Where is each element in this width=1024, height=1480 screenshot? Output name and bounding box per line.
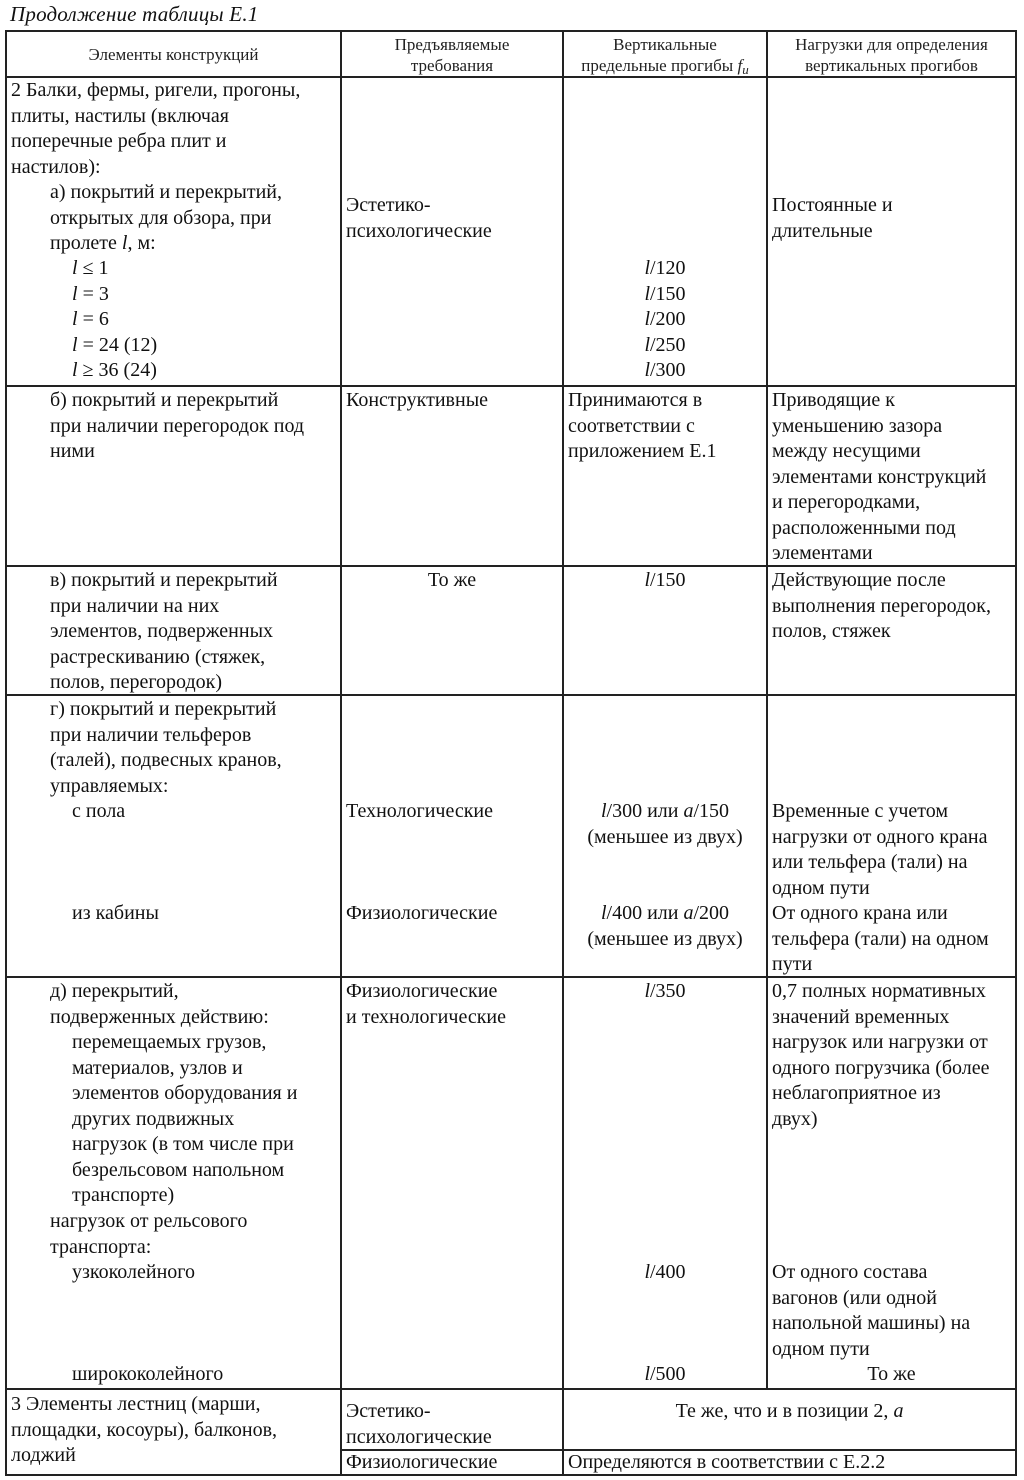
row2g-cabin-label: из кабины: [72, 902, 159, 924]
row2d-req-line: и технологические: [346, 1005, 506, 1028]
row2v-load: [772, 568, 991, 645]
row2-title-line: 2 Балки, фермы, ригели, прогоны,: [11, 79, 301, 101]
limit-symbol: l: [644, 980, 650, 1002]
span-symbol: l: [72, 257, 78, 279]
row3-req-line: Эстетико-: [346, 1400, 431, 1422]
limit-number: /500: [650, 1363, 686, 1385]
row2d-load-line: неблагоприятное из: [772, 1082, 941, 1104]
row2g-cabin-load: [772, 901, 989, 978]
row2g-line: (талей), подвесных кранов,: [50, 749, 282, 771]
limit-value: [564, 333, 766, 359]
header-limits-line2: [564, 55, 766, 80]
row3-merged-2: Определяются в соответствии с Е.2.2: [568, 1451, 886, 1473]
row2g-cabin-load-line: пути: [772, 953, 813, 975]
limit-value: [564, 799, 766, 825]
limit-symbol: l: [644, 257, 650, 279]
row2b-load-line: и перегородками,: [772, 491, 921, 513]
span-cond: = 6: [77, 308, 109, 330]
row2d-load-line: одного погрузчика (более: [772, 1056, 990, 1079]
row2-title: [11, 78, 300, 180]
row2a-line: [50, 231, 282, 257]
row2v-requirement: То же: [427, 569, 477, 591]
row2v-line: полов, перегородок): [50, 671, 223, 693]
span-cond: = 3: [77, 282, 109, 305]
row2d-wide-label: ширококолейного: [72, 1363, 224, 1385]
row2b-limit: [568, 388, 716, 465]
row2d-limit: [564, 979, 766, 1005]
row2d-req-line: Физиологические: [346, 980, 498, 1002]
row2d-sub-text: [72, 1030, 297, 1209]
row2d-sub-line: материалов, узлов и: [72, 1056, 243, 1079]
row2d-rail-line: транспорта:: [50, 1235, 152, 1258]
row2d-requirement: [346, 979, 506, 1030]
row3-req-line: психологические: [346, 1425, 492, 1448]
row2d-text: [50, 979, 269, 1030]
row2d-load-line: нагрузок или нагрузки от: [772, 1031, 988, 1053]
row2d-narrow-label: узкоколейного: [72, 1261, 196, 1283]
row2a-req-line: Эстетико-: [346, 194, 431, 216]
row2a-load-line: длительные: [772, 219, 873, 242]
limit-symbol: a: [683, 902, 694, 924]
span-cond: ≤ 1: [77, 257, 109, 279]
limit-value: [564, 901, 766, 927]
span-cond: ≥ 36 (24): [77, 359, 157, 381]
header-limits-text: предельные прогибы: [581, 56, 734, 75]
row3-merged-1: [564, 1399, 1015, 1425]
row2g-floor-label: с пола: [72, 800, 126, 822]
row2v-load-line: полов, стяжек: [772, 620, 891, 642]
row2v-line: элементов, подверженных: [50, 620, 274, 642]
row2a-span-label: пролете: [50, 232, 117, 254]
row3-merged-text: Те же, что и в позиции 2,: [675, 1400, 894, 1422]
limit-symbol: l: [600, 800, 607, 822]
row2d-wide-load: То же: [867, 1363, 916, 1385]
row2g-line: г) покрытий и перекрытий: [50, 698, 277, 720]
row2-title-line: настилов):: [11, 155, 101, 178]
row2d-load: [772, 979, 990, 1132]
row2d-sub-line: нагрузок (в том числе при: [72, 1133, 294, 1155]
row2d-line: д) перекрытий,: [50, 980, 179, 1002]
row2b-limit-line: приложением Е.1: [568, 440, 717, 462]
limit-symbol: l: [644, 282, 650, 305]
row2b-load-line: элементами конструкций: [772, 465, 987, 488]
row-divider-a: [7, 385, 1015, 387]
header-requirements: [342, 34, 562, 76]
limit-symbol: l: [644, 308, 650, 330]
span-row: [72, 256, 157, 282]
row3-text: [11, 1392, 277, 1469]
limit-symbol: a: [683, 800, 694, 822]
row2v-line: растрескиванию (стяжек,: [50, 645, 266, 668]
span-symbol: l: [72, 333, 78, 356]
limit-number: /150: [650, 282, 686, 305]
limit-number: /150: [650, 569, 686, 591]
row3-line: 3 Элементы лестниц (марши,: [11, 1393, 261, 1415]
row2g-floor-requirement: Технологические: [346, 800, 494, 822]
header-limits-subscript: u: [742, 62, 749, 77]
limit-number: /400 или: [606, 902, 684, 924]
limit-value: [564, 282, 766, 308]
header-limits: [564, 34, 766, 80]
row2g-cabin-load-line: От одного крана или: [772, 902, 948, 924]
span-cond: = 24 (12): [77, 333, 158, 356]
limit-symbol: l: [600, 902, 607, 924]
header-limits-line1: Вертикальные: [613, 35, 717, 54]
limit-value: [564, 307, 766, 333]
limit-symbol: l: [644, 1363, 650, 1385]
limit-number: /120: [650, 257, 686, 279]
row2g-line: при наличии тельферов: [50, 723, 252, 746]
row2g-line: управляемых:: [50, 774, 169, 797]
limit-note: (меньшее из двух): [587, 927, 743, 950]
header-requirements-line2: требования: [410, 56, 494, 75]
header-elements: Элементы конструкций: [88, 45, 259, 64]
header-loads-line2: вертикальных прогибов: [805, 56, 978, 75]
row2v-limit: [564, 568, 766, 594]
row2a-span-unit: , м:: [127, 232, 156, 254]
row3-line: площадки, косоуры), балконов,: [11, 1418, 278, 1441]
row2g-cabin-load-line: тельфера (тали) на одном: [772, 927, 989, 950]
row2d-line: подверженных действию:: [50, 1005, 269, 1028]
row2a-line: открытых для обзора, при: [50, 206, 272, 229]
row2a-load-line: Постоянные и: [772, 194, 893, 216]
row2d-narrow-load: [772, 1260, 970, 1362]
row2g-floor-limit: [564, 799, 766, 850]
row2a-spans: [72, 256, 157, 384]
span-symbol: l: [72, 308, 78, 330]
row2g-floor-load-line: или тельфера (тали) на: [772, 851, 968, 873]
row2d-wide-limit: [564, 1362, 766, 1388]
row2b-load-line: уменьшению зазора: [772, 414, 943, 437]
row2d-rail-line: нагрузок от рельсового: [50, 1210, 248, 1232]
row2d-narrow-load-line: От одного состава: [772, 1261, 928, 1283]
limit-note: (меньшее из двух): [587, 825, 743, 848]
row2v-load-line: Действующие после: [772, 569, 946, 591]
deflection-table: [5, 30, 1017, 1476]
row2d-load-line: 0,7 полных нормативных: [772, 980, 986, 1002]
row2d-load-line: значений временных: [772, 1005, 950, 1028]
row2g-floor-load-line: нагрузки от одного крана: [772, 825, 988, 848]
row2a-span-symbol: l: [121, 232, 128, 254]
col-divider-1: [340, 32, 342, 1474]
row2b-line: при наличии перегородок под: [50, 414, 305, 437]
header-limits-symbol: f: [737, 56, 743, 75]
col-divider-3-upper: [766, 32, 768, 1390]
col-divider-2: [562, 32, 564, 1474]
row2v-line: в) покрытий и перекрытий: [50, 569, 278, 591]
limit-number: /250: [650, 333, 686, 356]
row2a-text: [50, 180, 282, 257]
row2a-line: а) покрытий и перекрытий,: [50, 181, 283, 203]
span-row: [72, 333, 157, 359]
header-loads: [768, 34, 1015, 76]
row2a-req-line: психологические: [346, 219, 492, 242]
row2v-text: [50, 568, 278, 696]
row2g-floor-load: [772, 799, 988, 901]
row2d-sub-line: элементов оборудования и: [72, 1082, 298, 1104]
row2g-floor-load-line: Временные с учетом: [772, 800, 949, 822]
limit-number: /350: [650, 980, 686, 1002]
span-row: [72, 307, 157, 333]
table-caption: Продолжение таблицы Е.1: [10, 2, 259, 26]
row2v-line: при наличии на них: [50, 594, 220, 617]
limit-symbol: l: [644, 333, 650, 356]
row2d-narrow-load-line: одном пути: [772, 1337, 870, 1360]
header-loads-line1: Нагрузки для определения: [795, 35, 988, 54]
limit-value: [564, 256, 766, 282]
row2d-narrow-limit: [564, 1260, 766, 1286]
limit-value: [564, 358, 766, 384]
row2b-limit-line: Принимаются в: [568, 389, 703, 411]
limit-symbol: l: [644, 1261, 650, 1283]
limit-symbol: l: [644, 569, 650, 591]
row2b-text: [50, 388, 304, 465]
row2d-rail-text: [50, 1209, 247, 1260]
row2d-sub-line: транспорте): [72, 1184, 175, 1206]
header-requirements-line1: Предъявляемые: [394, 35, 510, 54]
row2-title-line: плиты, настилы (включая: [11, 104, 229, 127]
row2b-load-line: расположенными под: [772, 516, 956, 539]
limit-number: /200: [693, 902, 730, 924]
span-row: [72, 358, 157, 384]
row2d-narrow-load-line: вагонов (или одной: [772, 1286, 937, 1309]
row2d-load-line: двух): [772, 1107, 818, 1130]
row2b-load-line: между несущими: [772, 440, 921, 462]
row3-line: лоджий: [11, 1444, 76, 1466]
row2b-limit-line: соответствии с: [568, 414, 695, 437]
row2b-load: [772, 388, 986, 567]
row3-merged-symbol: а: [893, 1400, 904, 1422]
limit-number: /300 или: [606, 800, 684, 822]
row3-requirement-1: [346, 1399, 492, 1450]
row2a-requirement: [346, 193, 492, 244]
row2g-text: [50, 697, 282, 799]
span-row: [72, 282, 157, 308]
row2a-load: [772, 193, 893, 244]
row-divider-d: [7, 1388, 1015, 1390]
limit-number: /150: [693, 800, 730, 822]
span-symbol: l: [72, 282, 78, 305]
row2v-load-line: выполнения перегородок,: [772, 594, 991, 617]
row2b-load-line: элементами: [772, 542, 873, 564]
row2d-sub-line: безрельсовом напольном: [72, 1158, 285, 1181]
row2g-cabin-requirement: Физиологические: [346, 902, 498, 924]
limit-number: /300: [650, 359, 686, 381]
row2a-limits: [564, 256, 766, 384]
row2g-cabin-limit: [564, 901, 766, 952]
row2d-sub-line: других подвижных: [72, 1107, 235, 1130]
row2b-line: б) покрытий и перекрытий: [50, 389, 279, 411]
limit-number: /400: [650, 1261, 686, 1283]
limit-number: /200: [650, 308, 686, 330]
row2-title-line: поперечные ребра плит и: [11, 130, 227, 152]
row2d-sub-line: перемещаемых грузов,: [72, 1031, 267, 1053]
row2d-narrow-load-line: напольной машины) на: [772, 1312, 971, 1334]
row2b-requirement: Конструктивные: [346, 389, 489, 411]
row3-requirement-2: Физиологические: [346, 1451, 498, 1473]
row2b-line: ними: [50, 440, 95, 462]
row2g-floor-load-line: одном пути: [772, 876, 870, 899]
row2b-load-line: Приводящие к: [772, 389, 895, 411]
span-symbol: l: [72, 359, 78, 381]
limit-symbol: l: [644, 359, 650, 381]
